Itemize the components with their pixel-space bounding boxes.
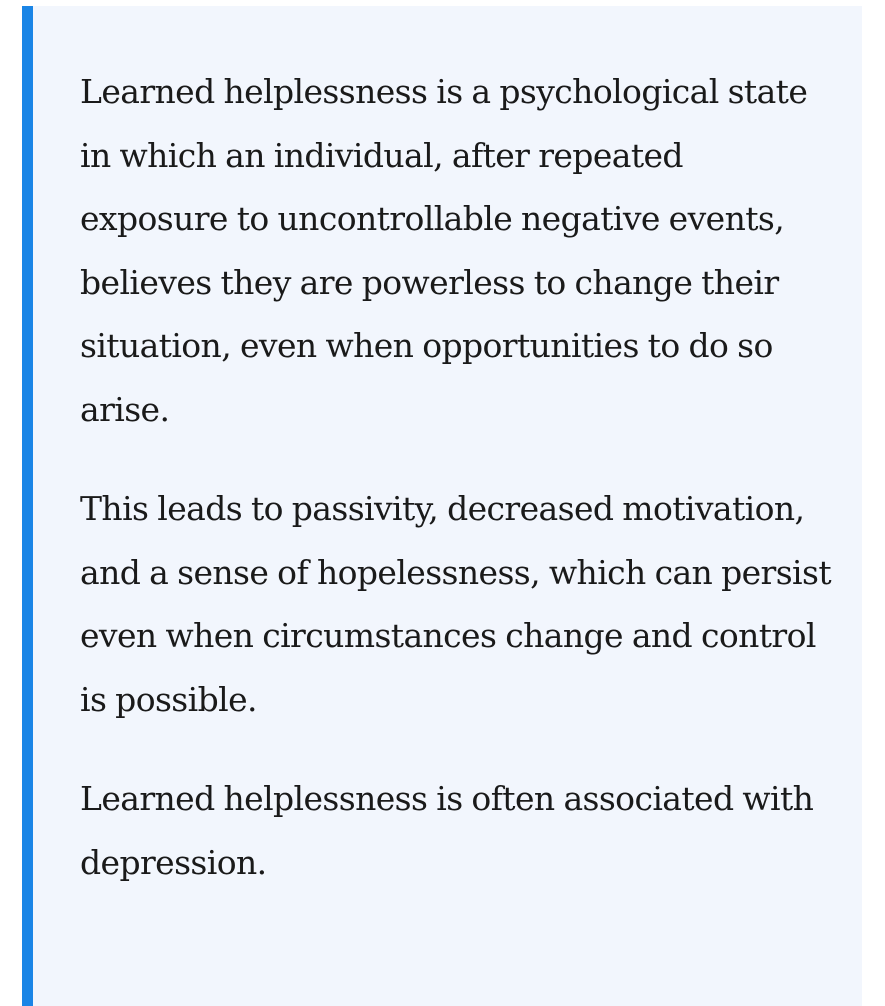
callout-box <box>22 6 862 1006</box>
paragraph-definition: Learned helplessness is a psychological state in which an individual, after repeated exposure to uncontrollable negative events, believes they are powerless to change their situation, even when opportunities to do so arise. <box>80 72 808 429</box>
paragraph-consequences: This leads to passivity, decreased motivation, and a sense of hopelessness, which can persist even when circumstances change and control is possible. <box>80 489 832 719</box>
paragraph-association: Learned helplessness is often associated with depression. <box>80 779 814 882</box>
